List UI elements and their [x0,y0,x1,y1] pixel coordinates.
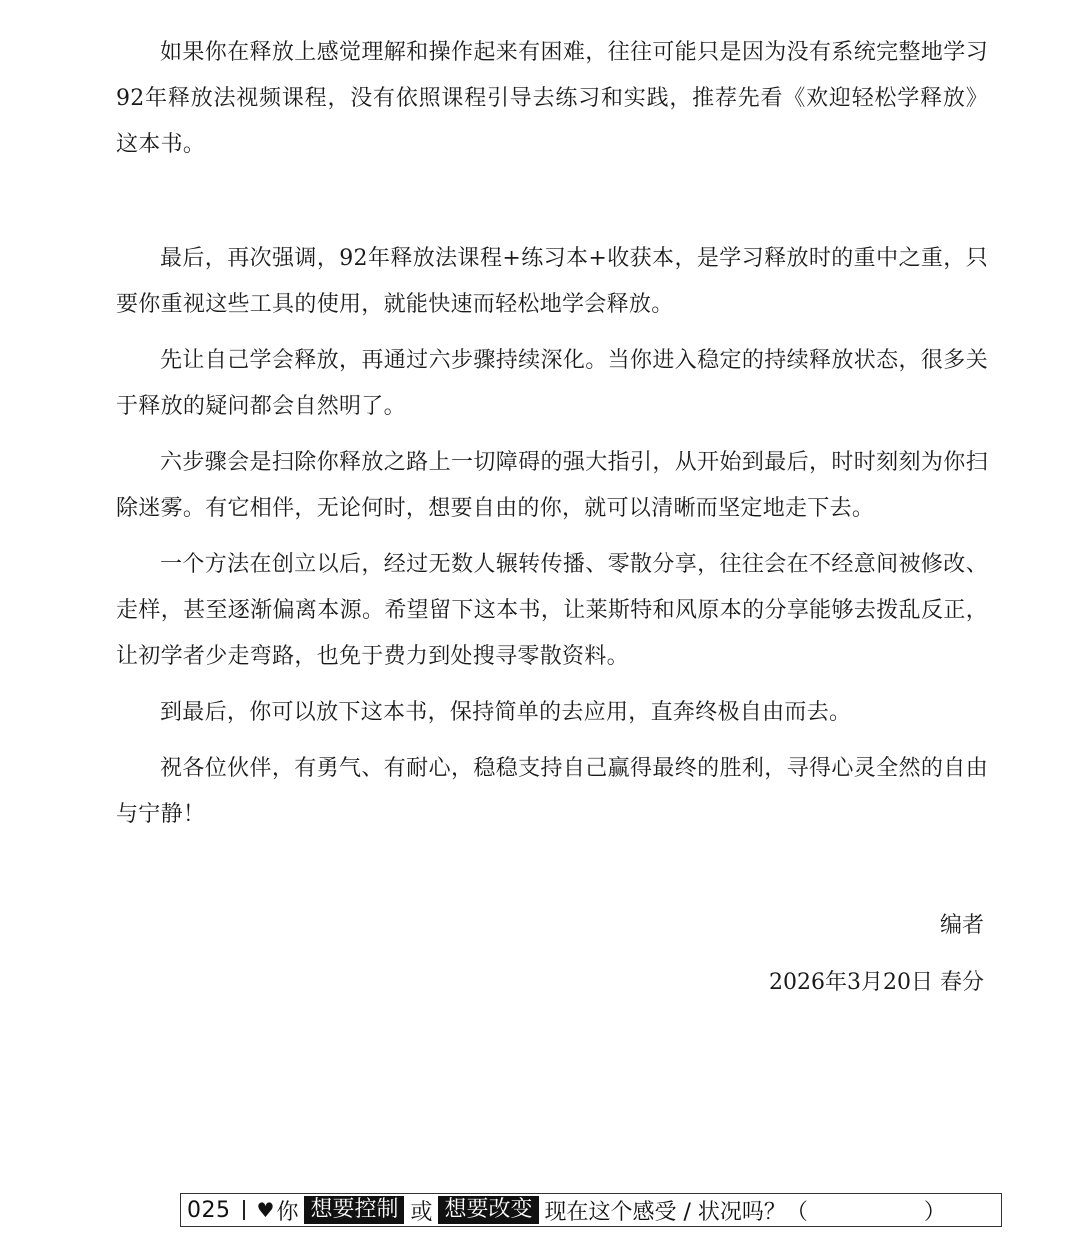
page-footer [180,1193,1002,1227]
paragraph-gap [116,532,988,542]
paragraph-5: 一个方法在创立以后，经过无数人辗转传播、零散分享，往往会在不经意间被修改、走样，甚至逐渐偏离本源。希望留下这本书，让莱斯特和风原本的分享能够去拨乱反正，让初学者少走弯路，也免于费力到处搜寻零散资料。 [116,552,988,669]
page-number: 025 [187,1197,231,1223]
paragraph-7: 祝各位伙伴，有勇气、有耐心，稳稳支持自己赢得最终的胜利，寻得心灵全然的自由与宁静！ [116,756,988,827]
footer-or: 或 [410,1199,433,1225]
paragraph-2: 最后，再次强调，92年释放法课程+练习本+收获本，是学习释放时的重中之重，只要你重视这些工具的使用，就能快速而轻松地学会释放。 [116,246,988,317]
paragraph-6: 到最后，你可以放下这本书，保持简单的去应用，直奔终极自由而去。 [160,700,852,725]
heart-icon: ♥ [256,1198,275,1222]
signature-author: 编者 [939,913,984,938]
paragraph-gap [116,328,988,338]
paragraph-1: 如果你在释放上感觉理解和操作起来有困难，往往可能只是因为没有系统完整地学习92年释放法视频课程，没有依照课程引导去练习和实践，推荐先看《欢迎轻松学释放》这本书。 [116,40,988,157]
paragraph-gap [116,736,988,746]
highlight-change: 想要改变 [438,1196,538,1224]
footer-divider [243,1200,245,1220]
highlight-control: 想要控制 [304,1196,404,1224]
paragraph-gap [116,168,988,236]
signature-date: 2026年3月20日 春分 [769,970,984,995]
footer-question: 现在这个感受 / 状况吗？（ [544,1199,808,1225]
paragraph-3: 先让自己学会释放，再通过六步骤持续深化。当你进入稳定的持续释放状态，很多关于释放的疑问都会自然明了。 [116,348,988,419]
footer-you: 你 [276,1199,299,1225]
footer-close-paren: ） [923,1199,946,1225]
paragraph-gap [116,430,988,440]
paragraph-4: 六步骤会是扫除你释放之路上一切障碍的强大指引，从开始到最后，时时刻刻为你扫除迷雾。有它相伴，无论何时，想要自由的你，就可以清晰而坚定地走下去。 [116,450,988,521]
paragraph-gap [116,680,988,690]
body-text [116,30,988,838]
